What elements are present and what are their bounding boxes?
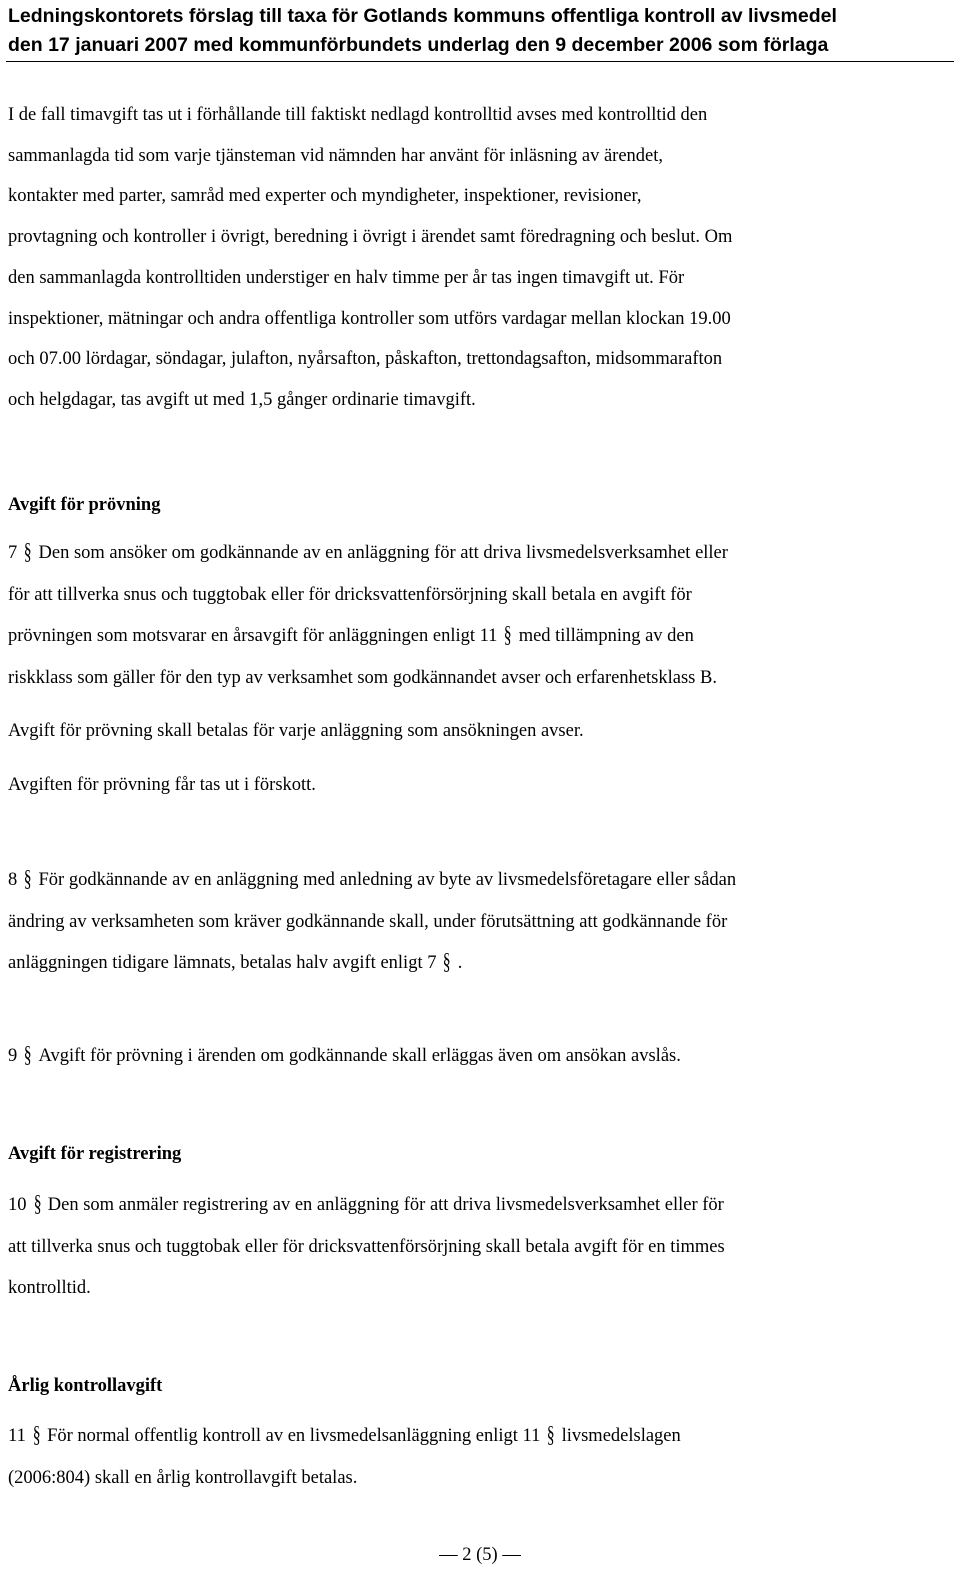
- intro-paragraph: [8, 95, 732, 421]
- header-rule: [6, 61, 954, 62]
- header-title-line-1: Ledningskontorets förslag till taxa för Gotlands kommuns offentliga kontroll av livsmedel: [8, 5, 837, 27]
- section-sign: §: [23, 1043, 32, 1069]
- paragraph-7-note-1: Avgift för prövning skall betalas för varje anläggning som ansökningen avser.: [8, 721, 584, 741]
- page-number: — 2 (5) —: [439, 1545, 521, 1565]
- paragraph-number: 9: [8, 1046, 18, 1066]
- intro-line: kontakter med parter, samråd med experter och myndigheter, inspektioner, revisioner,: [8, 186, 642, 207]
- paragraph-line: riskklass som gäller för den typ av verksamhet som godkännandet avser och erfarenhetsklass B.: [8, 667, 717, 688]
- intro-line: sammanlagda tid som varje tjänsteman vid nämnden har använt för inläsning av ärendet,: [8, 145, 664, 166]
- section-sign: §: [32, 1423, 41, 1449]
- paragraph-10: [8, 1185, 725, 1310]
- section-sign: §: [33, 1192, 42, 1218]
- paragraph-line: prövningen som motsvarar en årsavgift för anläggningen enligt 11 § med tillämpning av den: [8, 616, 728, 658]
- paragraph-line: 10 § Den som anmäler registrering av en anläggning för att driva livsmedelsverksamhet eller för: [8, 1185, 725, 1227]
- paragraph-number: 8: [8, 870, 18, 890]
- paragraph-line: kontrolltid.: [8, 1278, 91, 1298]
- paragraph-11: [8, 1416, 681, 1499]
- paragraph-number: 7: [8, 543, 18, 563]
- paragraph-line: 8 § För godkännande av en anläggning med anledning av byte av livsmedelsföretagare eller sådan: [8, 860, 736, 902]
- paragraph-9: 9 § Avgift för prövning i ärenden om godkännande skall erläggas även om ansökan avslås.: [8, 1036, 681, 1078]
- intro-line: och 07.00 lördagar, söndagar, julafton, nyårsafton, påskafton, trettondagsafton, midsommarafton: [8, 349, 723, 370]
- section-sign: §: [504, 623, 512, 649]
- heading-avgift-for-provning: Avgift för prövning: [8, 495, 161, 515]
- paragraph-line: 7 § Den som ansöker om godkännande av en anläggning för att driva livsmedelsverksamhet eller: [8, 533, 728, 575]
- section-sign: §: [547, 1423, 555, 1449]
- intro-line: provtagning och kontroller i övrigt, beredning i övrigt i ärendet samt föredragning och beslut. Om: [8, 227, 733, 248]
- heading-arlig-kontrollavgift: Årlig kontrollavgift: [8, 1376, 163, 1396]
- section-sign: §: [23, 867, 32, 893]
- section-sign: §: [23, 540, 32, 566]
- intro-line: och helgdagar, tas avgift ut med 1,5 gånger ordinarie timavgift.: [8, 389, 476, 410]
- paragraph-7-note-2: Avgiften för prövning får tas ut i förskott.: [8, 775, 316, 795]
- paragraph-number: 10: [8, 1195, 27, 1215]
- paragraph-line: för att tillverka snus och tuggtobak eller för dricksvattenförsörjning skall betala en avgift för: [8, 584, 692, 605]
- paragraph-8: [8, 860, 736, 985]
- paragraph-7: [8, 533, 728, 699]
- paragraph-line: anläggningen tidigare lämnats, betalas halv avgift enligt 7 § .: [8, 943, 736, 985]
- document-header: [8, 2, 952, 60]
- header-title-line-2: den 17 januari 2007 med kommunförbundets underlag den 9 december 2006 som förlaga: [8, 34, 829, 56]
- paragraph-line: att tillverka snus och tuggtobak eller för dricksvattenförsörjning skall betala avgift för en timmes: [8, 1236, 725, 1257]
- paragraph-line: (2006:804) skall en årlig kontrollavgift betalas.: [8, 1467, 358, 1488]
- section-sign: §: [443, 950, 452, 976]
- paragraph-line: 11 § För normal offentlig kontroll av en livsmedelsanläggning enligt 11 § livsmedelslagen: [8, 1416, 681, 1458]
- paragraph-line: ändring av verksamheten som kräver godkännande skall, under förutsättning att godkännande för: [8, 911, 728, 932]
- intro-line: I de fall timavgift tas ut i förhållande till faktiskt nedlagd kontrolltid avses med kontrolltid den: [8, 105, 708, 125]
- heading-avgift-for-registrering: Avgift för registrering: [8, 1144, 182, 1164]
- intro-line: den sammanlagda kontrolltiden understiger en halv timme per år tas ingen timavgift ut. För: [8, 267, 685, 288]
- paragraph-number: 11: [8, 1426, 26, 1446]
- intro-line: inspektioner, mätningar och andra offentliga kontroller som utförs vardagar mellan klockan 19.00: [8, 308, 731, 329]
